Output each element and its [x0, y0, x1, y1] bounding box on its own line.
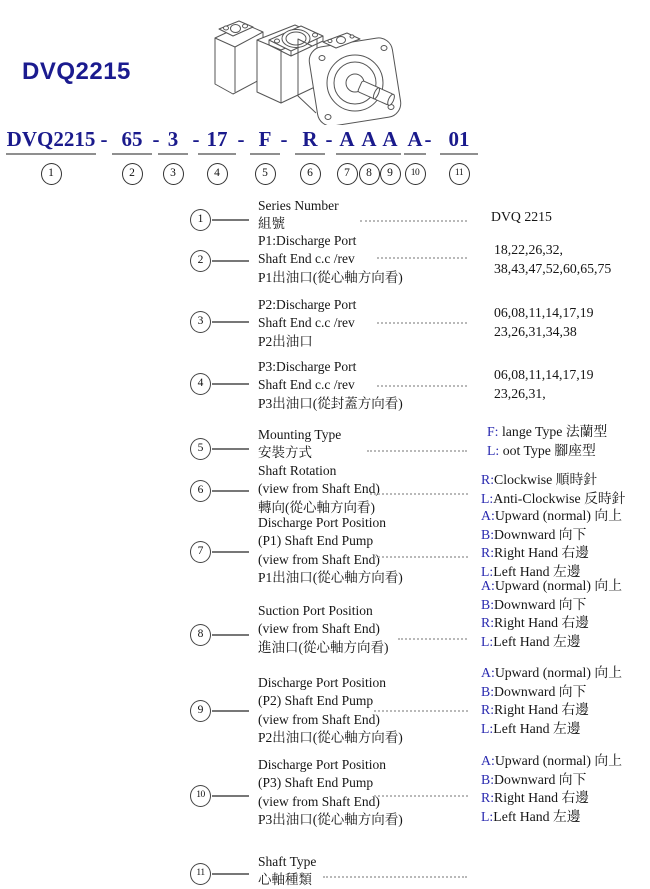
circled-number: 11 [449, 163, 470, 185]
row-value-line: 23,26,31, [494, 385, 546, 401]
row-label-block [258, 462, 380, 517]
option-code-letter: L: [481, 563, 494, 579]
row-label-line: (P1) Shaft End Pump [258, 533, 374, 549]
option-text: Downward 向下 [494, 526, 587, 542]
row-value-line [481, 752, 622, 771]
leader-dots [374, 710, 468, 712]
code-segment-text: DVQ2215 [6, 130, 96, 155]
row-value-line [481, 544, 622, 563]
row-circled-number: 5 [190, 438, 211, 460]
option-code-letter: A: [481, 665, 495, 680]
code-segment-text: F [250, 130, 280, 155]
row-label-line: Shaft End c.c /rev [258, 377, 355, 393]
option-code-letter: B: [481, 526, 495, 542]
option-code-letter: B: [481, 596, 495, 612]
code-segment-text: 01 [440, 130, 478, 155]
leader-dots [374, 795, 468, 797]
code-segment [198, 127, 236, 185]
option-text: Downward 向下 [494, 771, 587, 787]
row-value-line [481, 596, 622, 615]
circled-number: 5 [255, 163, 276, 185]
row-value-line [481, 771, 622, 790]
code-segment-text: 17 [198, 130, 236, 155]
option-code-letter: A: [481, 508, 495, 523]
row-value-line [481, 633, 622, 652]
row-value-line [481, 614, 622, 633]
code-segment-text: A [336, 130, 358, 155]
row-marker-line [212, 448, 249, 450]
row-label-block [258, 514, 403, 587]
row-value-block [481, 664, 622, 738]
row-label-block [258, 756, 403, 829]
row-marker-line [212, 873, 249, 875]
option-code-letter: R: [481, 615, 495, 631]
row-value-block [491, 208, 552, 227]
row-value-line [487, 423, 607, 442]
row-label-line: Series Number [258, 198, 339, 213]
row-label-line: (view from Shaft End) [258, 551, 380, 567]
option-code-letter: L: [481, 808, 494, 824]
row-label-line: 轉向(從心軸方向看) [258, 499, 375, 515]
row-value-line [481, 490, 625, 509]
row-circled-number: 11 [190, 863, 211, 885]
code-segment-text: A [358, 130, 380, 155]
option-code-letter: R: [481, 472, 495, 487]
row-value-block [481, 507, 622, 581]
code-segment [295, 127, 325, 185]
row-marker-line [212, 490, 249, 492]
row-label-line: Shaft End c.c /rev [258, 251, 355, 267]
row-label-line: Suction Port Position [258, 603, 373, 618]
option-text: Upward (normal) 向上 [494, 508, 623, 523]
code-dash-separator: - [325, 127, 333, 151]
circled-number: 9 [380, 163, 401, 185]
row-label-line: P3出油口(從心軸方向看) [258, 811, 403, 827]
code-segment [250, 127, 280, 185]
leader-dots [374, 556, 468, 558]
row-circled-number: 10 [190, 785, 211, 807]
option-text: Downward 向下 [494, 596, 587, 612]
option-code-letter: L: [481, 490, 494, 506]
row-label-block [258, 232, 403, 287]
row-value-line: 23,26,31,34,38 [494, 323, 577, 339]
option-code-letter: B: [481, 683, 495, 699]
row-label-line: P2出油口(從心軸方向看) [258, 729, 403, 745]
option-text: Right Hand 右邊 [494, 702, 590, 718]
model-code [0, 127, 490, 190]
row-value-line [481, 507, 622, 526]
row-value-line [481, 701, 622, 720]
option-code-letter: R: [481, 790, 495, 806]
pump-illustration [195, 0, 405, 125]
leader-dots [398, 638, 467, 640]
row-label-line: Discharge Port Position [258, 515, 386, 530]
option-code-letter: F: [487, 424, 499, 439]
row-value-line: 18,22,26,32, [494, 242, 563, 257]
row-marker-line [212, 710, 249, 712]
row-value-line [481, 577, 622, 596]
row-value-line [487, 442, 607, 461]
code-dash-separator: - [100, 127, 108, 151]
circled-number: 7 [337, 163, 358, 185]
code-segment [379, 127, 401, 185]
code-segment [6, 127, 96, 185]
row-label-line: (view from Shaft End) [258, 711, 380, 727]
circled-number: 1 [41, 163, 62, 185]
row-marker-line [212, 383, 249, 385]
option-code-letter: A: [481, 753, 495, 768]
row-label-line: (view from Shaft End) [258, 621, 380, 637]
option-text: Left Hand 左邊 [493, 808, 581, 824]
row-marker-line [212, 321, 249, 323]
code-segment-text: 3 [158, 130, 188, 155]
circled-number: 6 [300, 163, 321, 185]
row-value-line [481, 664, 622, 683]
circled-number: 10 [405, 163, 426, 185]
row-label-block [258, 426, 341, 463]
option-text: Downward 向下 [494, 683, 587, 699]
row-label-line: (view from Shaft End) [258, 793, 380, 809]
row-marker-line [212, 260, 249, 262]
option-code-letter: R: [481, 702, 495, 718]
option-text: Upward (normal) 向上 [494, 753, 623, 768]
row-label-line: P2出油口 [258, 333, 313, 349]
leader-dots [323, 876, 467, 878]
row-value-line [481, 526, 622, 545]
row-label-line: P3出油口(從封蓋方向看) [258, 395, 403, 411]
code-dash-separator: - [280, 127, 288, 151]
option-text: Clockwise 順時針 [494, 472, 598, 487]
row-value-block [494, 366, 594, 403]
row-label-line: P3:Discharge Port [258, 359, 357, 374]
leader-dots [377, 385, 467, 387]
row-value-line [481, 683, 622, 702]
row-label-line: Mounting Type [258, 427, 342, 442]
option-text: Anti-Clockwise 反時針 [493, 490, 626, 506]
code-segment-text: A [379, 130, 401, 155]
row-value-block [481, 577, 622, 651]
row-value-line: 06,08,11,14,17,19 [494, 305, 594, 320]
row-label-line: Discharge Port Position [258, 675, 386, 690]
row-label-line: 心軸種類 [258, 872, 312, 888]
row-circled-number: 3 [190, 311, 211, 333]
option-text: Upward (normal) 向上 [494, 665, 623, 680]
row-label-block [258, 296, 356, 351]
row-circled-number: 4 [190, 373, 211, 395]
circled-number: 4 [207, 163, 228, 185]
code-dash-separator: - [237, 127, 245, 151]
code-segment-text: 65 [112, 130, 152, 155]
row-value-line: 06,08,11,14,17,19 [494, 367, 594, 382]
option-code-letter: R: [481, 545, 495, 561]
row-marker-line [212, 634, 249, 636]
code-segment [158, 127, 188, 185]
option-code-letter: L: [481, 720, 494, 736]
option-text: Left Hand 左邊 [493, 720, 581, 736]
row-value-line [481, 789, 622, 808]
row-marker-line [212, 795, 249, 797]
row-label-line: Shaft End c.c /rev [258, 315, 355, 331]
leader-dots [360, 220, 467, 222]
code-segment [358, 127, 380, 185]
row-label-line: (P2) Shaft End Pump [258, 693, 374, 709]
row-value-block [494, 241, 611, 278]
row-label-block [258, 602, 389, 657]
row-label-line: Shaft Type [258, 854, 317, 869]
circled-number: 2 [122, 163, 143, 185]
row-label-line: P2:Discharge Port [258, 297, 357, 312]
leader-dots [377, 322, 467, 324]
row-label-line: Shaft Rotation [258, 463, 337, 478]
option-text: Right Hand 右邊 [494, 615, 590, 631]
code-segment [440, 127, 478, 185]
row-value-line [481, 808, 622, 827]
option-code-letter: B: [481, 771, 495, 787]
row-value-block [481, 752, 622, 826]
option-text: Right Hand 右邊 [494, 545, 590, 561]
row-circled-number: 2 [190, 250, 211, 272]
row-marker-line [212, 219, 249, 221]
row-label-line: 進油口(從心軸方向看) [258, 639, 389, 655]
row-label-line: Discharge Port Position [258, 757, 386, 772]
row-value-line [481, 720, 622, 739]
row-label-line: P1出油口(從心軸方向看) [258, 569, 403, 585]
code-segment-text: A [404, 130, 426, 155]
leader-dots [377, 257, 467, 259]
code-segment [336, 127, 358, 185]
row-label-line: 組號 [258, 216, 285, 232]
row-label-line: 安裝方式 [258, 445, 312, 461]
leader-dots [370, 493, 468, 495]
option-text: lange Type 法蘭型 [498, 424, 608, 439]
row-value-block [481, 471, 625, 508]
row-label-line: (view from Shaft End) [258, 481, 380, 497]
row-value-block [487, 423, 607, 460]
option-text: Right Hand 右邊 [494, 790, 590, 806]
leader-dots [367, 450, 467, 452]
row-label-block [258, 197, 339, 234]
code-dash-separator: - [424, 127, 432, 151]
option-text: oot Type 腳座型 [499, 442, 596, 458]
row-label-line: P1出油口(從心軸方向看) [258, 269, 403, 285]
row-value-line [481, 471, 625, 490]
circled-number: 8 [359, 163, 380, 185]
row-value-block [494, 304, 594, 341]
page-title: DVQ2215 [22, 58, 131, 85]
row-label-line: P1:Discharge Port [258, 233, 357, 248]
code-segment-text: R [295, 130, 325, 155]
option-text: Upward (normal) 向上 [494, 578, 623, 593]
row-value-line: 38,43,47,52,60,65,75 [494, 260, 612, 276]
row-circled-number: 8 [190, 624, 211, 646]
option-text: Left Hand 左邊 [493, 633, 581, 649]
row-value-line: DVQ 2215 [491, 209, 552, 224]
code-dash-separator: - [152, 127, 160, 151]
row-circled-number: 7 [190, 541, 211, 563]
option-code-letter: L: [487, 442, 500, 458]
code-dash-separator: - [192, 127, 200, 151]
row-circled-number: 1 [190, 209, 211, 231]
row-circled-number: 9 [190, 700, 211, 722]
row-label-block [258, 853, 316, 889]
code-segment [112, 127, 152, 185]
option-code-letter: L: [481, 633, 494, 649]
option-code-letter: A: [481, 578, 495, 593]
circled-number: 3 [163, 163, 184, 185]
row-marker-line [212, 551, 249, 553]
row-label-line: (P3) Shaft End Pump [258, 775, 374, 791]
option-text: Left Hand 左邊 [493, 563, 581, 579]
row-circled-number: 6 [190, 480, 211, 502]
